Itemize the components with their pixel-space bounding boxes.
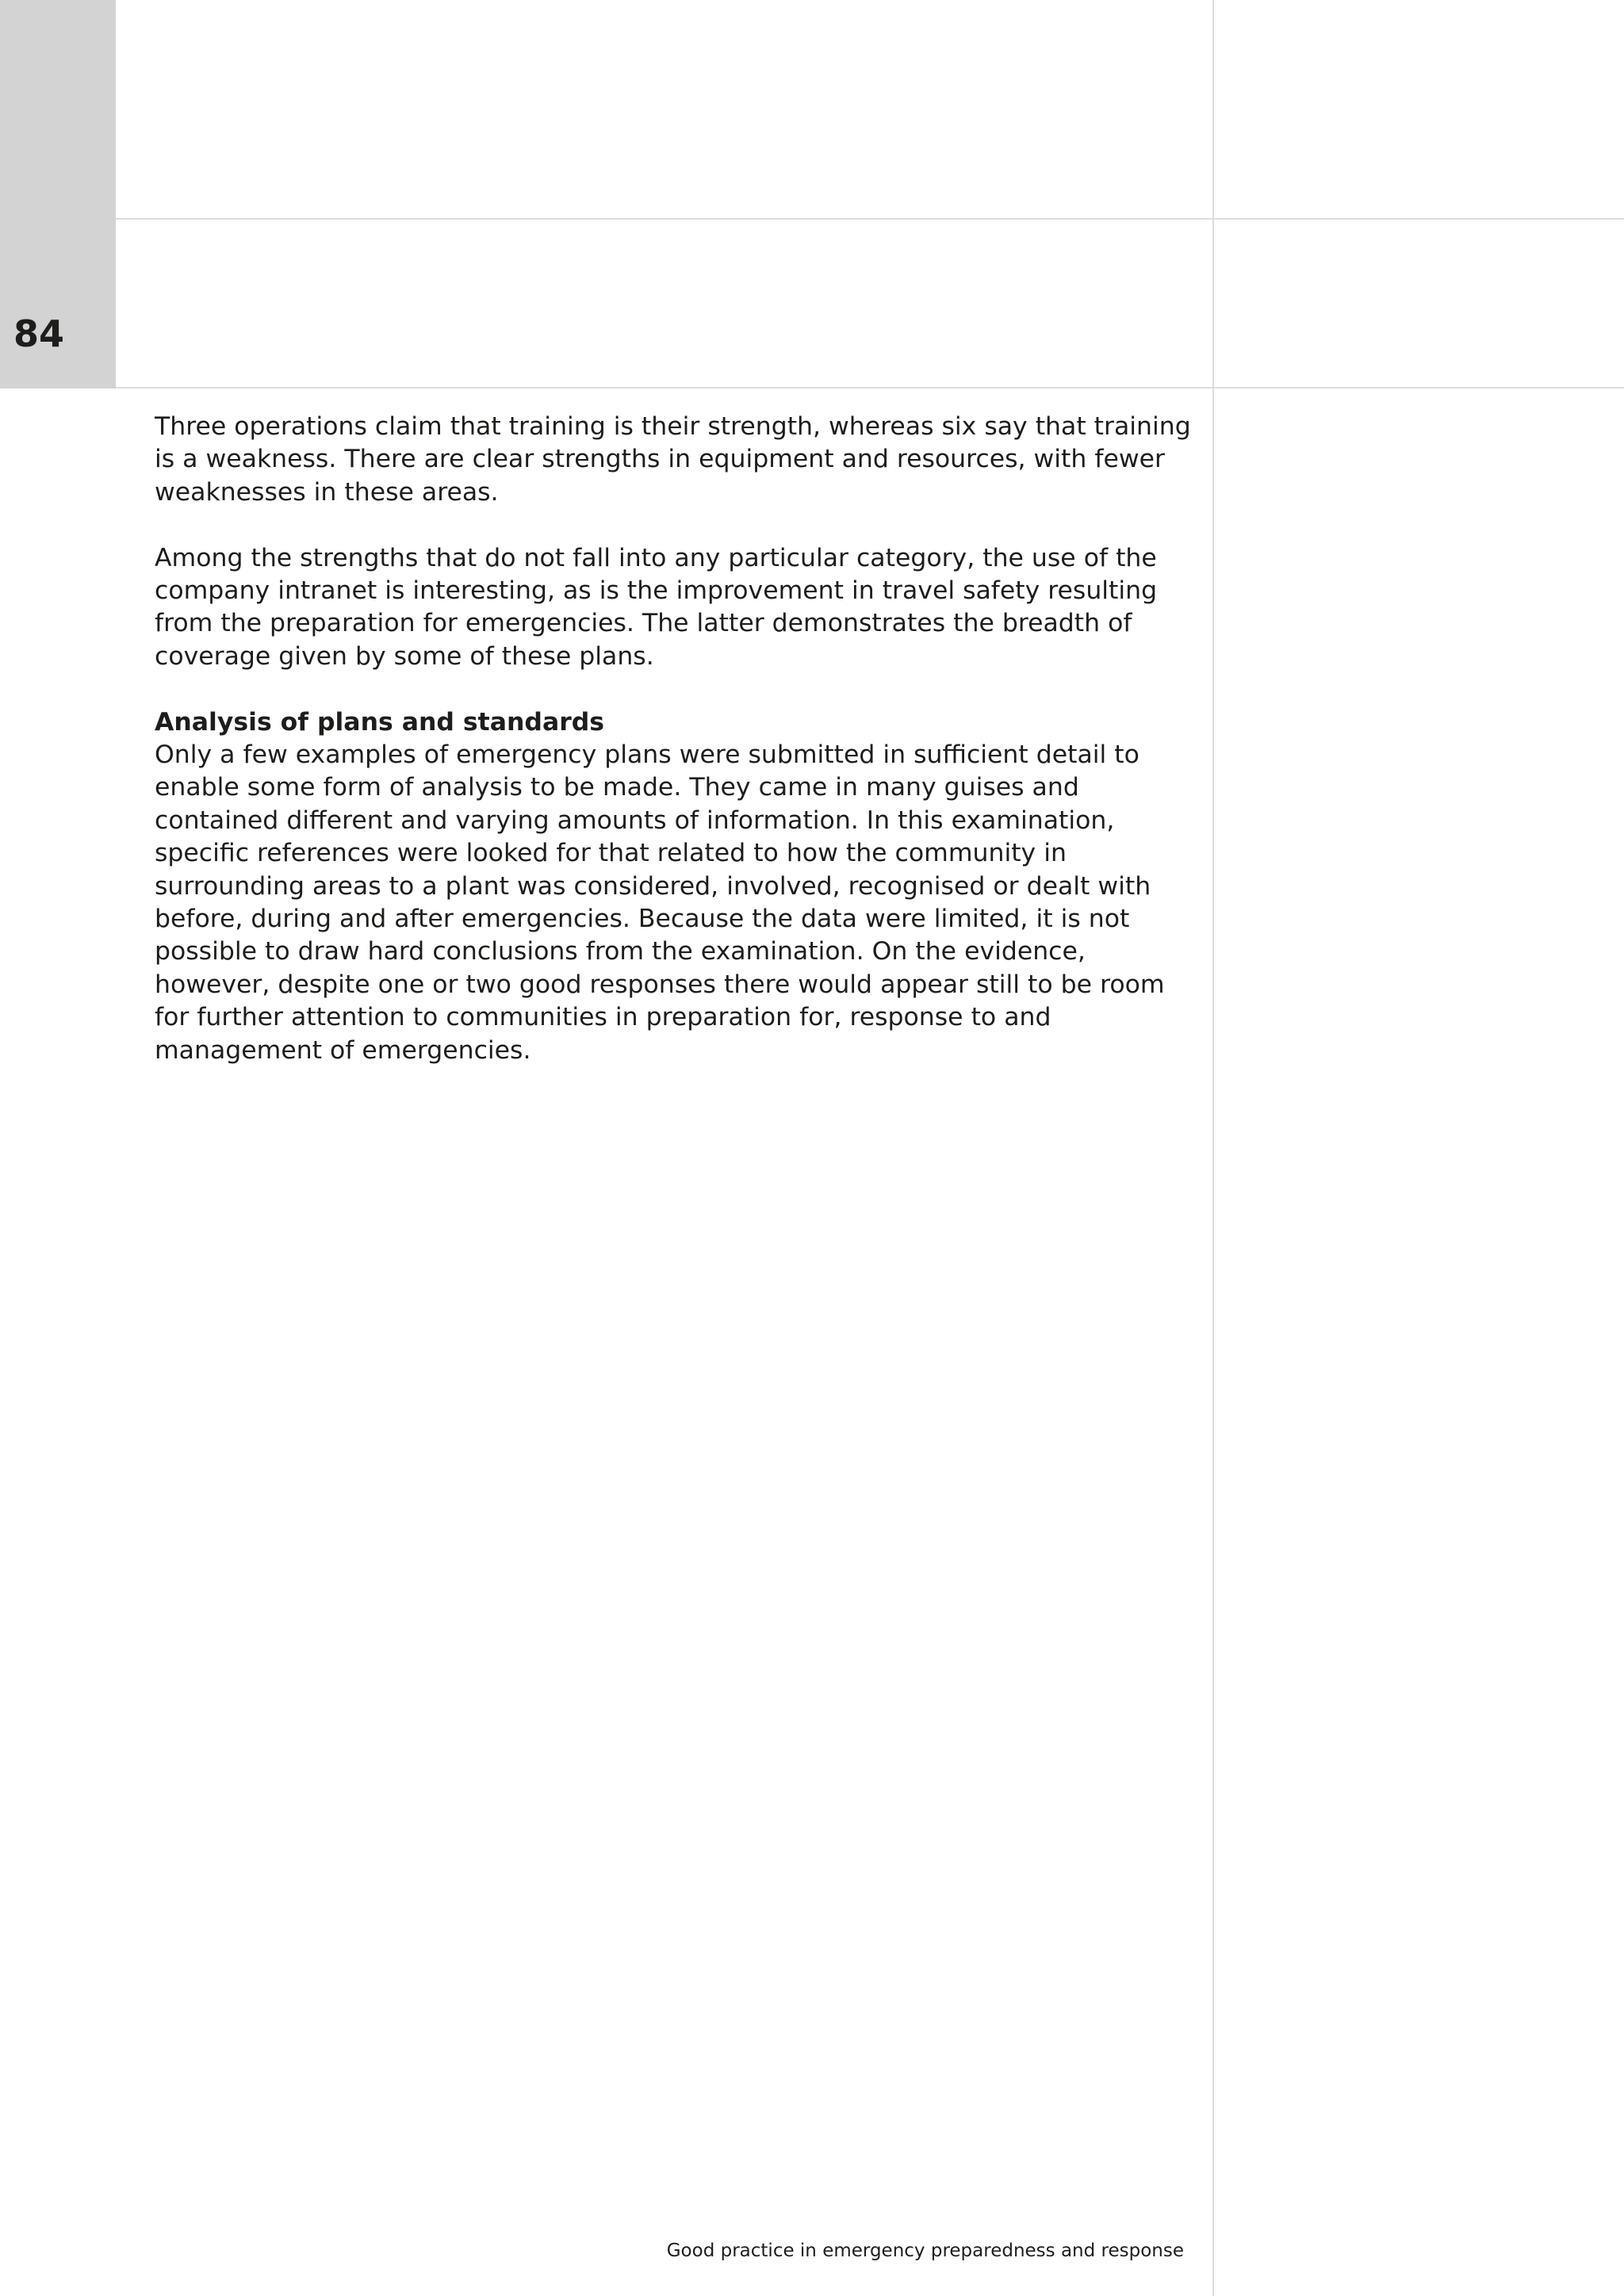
margin-column-divider: [1212, 0, 1214, 2296]
paragraph-training: Three operations claim that training is their strength, whereas six say that training is a weakness. There are clear strengths in equipment and resources, with fewer weaknesses in these areas.: [155, 412, 1191, 507]
header-divider: [116, 387, 1624, 388]
main-text-column: [155, 411, 1197, 1100]
top-divider: [116, 218, 1624, 220]
section-heading: Analysis of plans and standards: [155, 707, 605, 737]
paragraph-analysis: Only a few examples of emergency plans were submitted in sufficient detail to enable some form of analysis to be made. They came in many guises and contained different and varying amounts of information. In this examination, specific references were looked for that related to how the community in surrounding areas to a plant was considered, involved, recognised or dealt with before, during and after emergencies. Because the data were limited, it is not possible to draw hard conclusions from the examination. On the evidence, however, despite one or two good responses there would appear still to be room for further attention to communities in preparation for, response to and management of emergencies.: [155, 740, 1165, 1065]
running-footer: Good practice in emergency preparedness and response: [666, 2241, 1184, 2261]
page-number: 84: [13, 312, 65, 355]
paragraph-other-strengths: Among the strengths that do not fall into any particular category, the use of the company intranet is interesting, as is the improvement in travel safety resulting from the preparation for emergencies. The latter demonstrates the breadth of coverage given by some of these plans.: [155, 543, 1158, 671]
page-number-tab: [0, 0, 116, 388]
